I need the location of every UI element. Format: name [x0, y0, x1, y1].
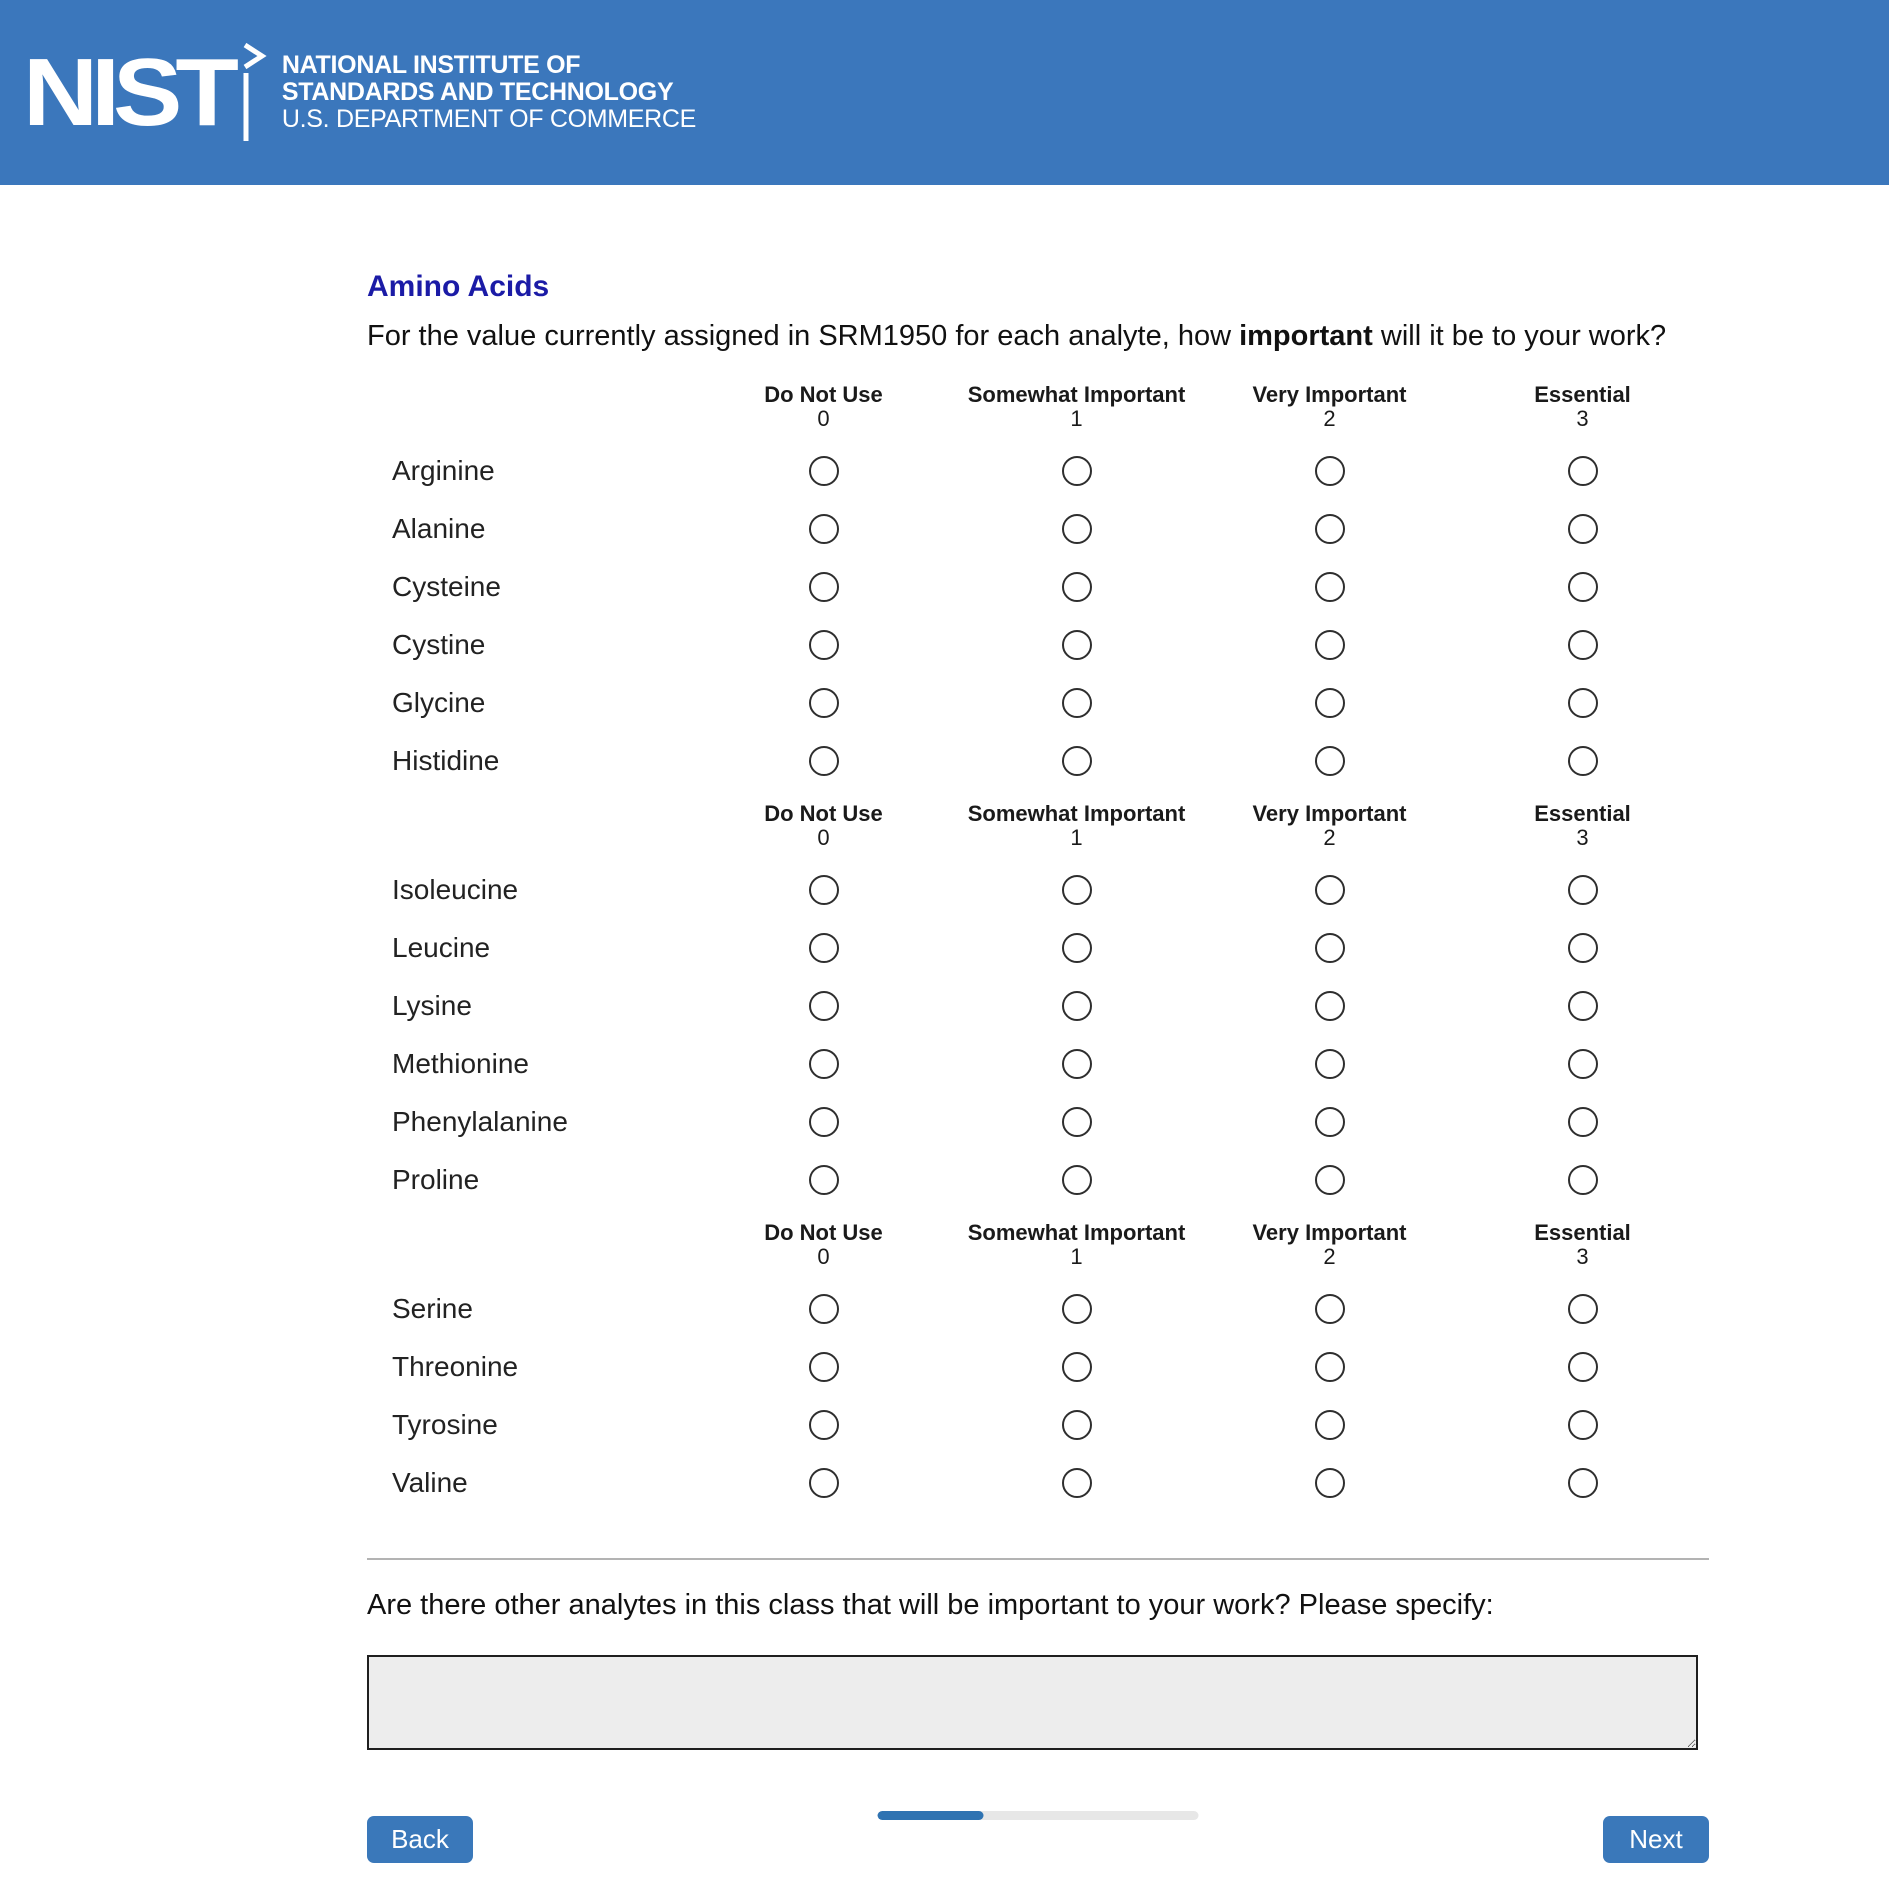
scale-option-value: 3	[1576, 406, 1589, 431]
org-name-line3: U.S. DEPARTMENT OF COMMERCE	[281, 105, 697, 133]
radio-phenylalanine-3[interactable]	[1568, 1107, 1598, 1137]
radio-cell	[1456, 1410, 1709, 1440]
radio-cell	[1203, 933, 1456, 963]
analyte-label: Cysteine	[392, 571, 501, 602]
nist-wordmark: NIST	[23, 39, 232, 146]
section-divider	[367, 1558, 1709, 1560]
analyte-label: Alanine	[392, 513, 486, 544]
radio-alanine-3[interactable]	[1568, 514, 1598, 544]
radio-cysteine-2[interactable]	[1315, 572, 1345, 602]
radio-cell	[950, 688, 1203, 718]
radio-methionine-0[interactable]	[809, 1049, 839, 1079]
scale-option-label: Do Not Use	[764, 801, 883, 826]
radio-tyrosine-2[interactable]	[1315, 1410, 1345, 1440]
scale-option-value: 2	[1323, 1244, 1336, 1269]
analyte-row	[367, 1338, 1709, 1396]
radio-cell	[1456, 1049, 1709, 1079]
radio-glycine-2[interactable]	[1315, 688, 1345, 718]
analyte-row	[367, 732, 1709, 790]
radio-cell	[697, 630, 950, 660]
radio-isoleucine-1[interactable]	[1062, 875, 1092, 905]
analyte-label: Threonine	[392, 1351, 519, 1382]
analyte-row	[367, 977, 1709, 1035]
radio-cystine-2[interactable]	[1315, 630, 1345, 660]
radio-threonine-3[interactable]	[1568, 1352, 1598, 1382]
radio-cell	[1456, 572, 1709, 602]
radio-lysine-0[interactable]	[809, 991, 839, 1021]
radio-cell	[950, 1352, 1203, 1382]
analyte-row	[367, 861, 1709, 919]
scale-header-row	[367, 802, 1709, 850]
footer-bar	[367, 1811, 1709, 1863]
radio-cysteine-0[interactable]	[809, 572, 839, 602]
radio-histidine-1[interactable]	[1062, 746, 1092, 776]
radio-cell	[697, 1294, 950, 1324]
radio-histidine-0[interactable]	[809, 746, 839, 776]
radio-alanine-2[interactable]	[1315, 514, 1345, 544]
scale-option-value: 1	[1070, 1244, 1083, 1269]
radio-arginine-3[interactable]	[1568, 456, 1598, 486]
scale-option-header	[697, 1221, 950, 1269]
radio-valine-3[interactable]	[1568, 1468, 1598, 1498]
analyte-label: Glycine	[392, 687, 486, 718]
next-button[interactable]: Next	[1603, 1816, 1709, 1863]
radio-lysine-2[interactable]	[1315, 991, 1345, 1021]
radio-cell	[1203, 746, 1456, 776]
radio-cell	[950, 991, 1203, 1021]
radio-valine-0[interactable]	[809, 1468, 839, 1498]
radio-leucine-0[interactable]	[809, 933, 839, 963]
scale-option-value: 0	[817, 406, 830, 431]
scale-option-label: Very Important	[1252, 801, 1407, 826]
radio-phenylalanine-1[interactable]	[1062, 1107, 1092, 1137]
radio-cell	[1456, 1468, 1709, 1498]
radio-methionine-2[interactable]	[1315, 1049, 1345, 1079]
question-suffix: will it be to your work?	[1372, 320, 1667, 352]
radio-threonine-0[interactable]	[809, 1352, 839, 1382]
analyte-label: Lysine	[392, 990, 472, 1021]
radio-cell	[1456, 514, 1709, 544]
radio-cystine-0[interactable]	[809, 630, 839, 660]
radio-isoleucine-0[interactable]	[809, 875, 839, 905]
analyte-row	[367, 1454, 1709, 1512]
scale-option-header	[1456, 802, 1709, 850]
radio-proline-2[interactable]	[1315, 1165, 1345, 1195]
scale-option-value: 2	[1323, 825, 1336, 850]
scale-option-label: Essential	[1534, 1220, 1631, 1245]
radio-cell	[950, 1165, 1203, 1195]
scale-option-value: 3	[1576, 825, 1589, 850]
scale-option-header	[1456, 383, 1709, 431]
radio-cell	[1456, 1107, 1709, 1137]
analyte-label: Tyrosine	[392, 1409, 498, 1440]
radio-glycine-0[interactable]	[809, 688, 839, 718]
radio-arginine-1[interactable]	[1062, 456, 1092, 486]
scale-option-header	[950, 1221, 1203, 1269]
radio-histidine-2[interactable]	[1315, 746, 1345, 776]
radio-cell	[1203, 456, 1456, 486]
progress-fill	[878, 1811, 984, 1820]
scale-option-value: 0	[817, 1244, 830, 1269]
radio-arginine-2[interactable]	[1315, 456, 1345, 486]
question-prefix: For the value currently assigned in SRM1950 for each analyte, how	[367, 320, 1240, 352]
radio-cell	[950, 514, 1203, 544]
radio-cell	[1456, 746, 1709, 776]
radio-cell	[697, 1468, 950, 1498]
nist-bracket-icon	[242, 43, 268, 143]
analyte-label: Cystine	[392, 629, 486, 660]
scale-option-header	[1203, 802, 1456, 850]
other-analytes-textarea[interactable]	[367, 1655, 1698, 1750]
radio-isoleucine-3[interactable]	[1568, 875, 1598, 905]
analyte-row	[367, 674, 1709, 732]
scale-option-label: Somewhat Important	[967, 382, 1186, 407]
radio-serine-2[interactable]	[1315, 1294, 1345, 1324]
radio-proline-0[interactable]	[809, 1165, 839, 1195]
radio-cell	[1203, 1468, 1456, 1498]
radio-cell	[697, 991, 950, 1021]
radio-tyrosine-3[interactable]	[1568, 1410, 1598, 1440]
radio-leucine-2[interactable]	[1315, 933, 1345, 963]
radio-cell	[1203, 1107, 1456, 1137]
radio-phenylalanine-0[interactable]	[809, 1107, 839, 1137]
scale-option-label: Somewhat Important	[967, 1220, 1186, 1245]
analyte-row	[367, 919, 1709, 977]
radio-leucine-1[interactable]	[1062, 933, 1092, 963]
radio-threonine-2[interactable]	[1315, 1352, 1345, 1382]
radio-alanine-1[interactable]	[1062, 514, 1092, 544]
scale-option-header	[1456, 1221, 1709, 1269]
analyte-row	[367, 1396, 1709, 1454]
radio-methionine-1[interactable]	[1062, 1049, 1092, 1079]
radio-cell	[697, 1410, 950, 1440]
radio-cysteine-1[interactable]	[1062, 572, 1092, 602]
radio-proline-3[interactable]	[1568, 1165, 1598, 1195]
analyte-row	[367, 1093, 1709, 1151]
scale-option-label: Do Not Use	[764, 1220, 883, 1245]
radio-cell	[950, 1107, 1203, 1137]
radio-cell	[950, 1294, 1203, 1324]
scale-header-row	[367, 1221, 1709, 1269]
radio-cell	[950, 746, 1203, 776]
radio-cell	[1456, 991, 1709, 1021]
radio-alanine-0[interactable]	[809, 514, 839, 544]
scale-option-value: 1	[1070, 825, 1083, 850]
scale-option-header	[950, 802, 1203, 850]
radio-cell	[697, 1049, 950, 1079]
radio-cell	[1203, 572, 1456, 602]
rating-matrix	[367, 383, 1709, 1512]
radio-serine-0[interactable]	[809, 1294, 839, 1324]
radio-tyrosine-0[interactable]	[809, 1410, 839, 1440]
scale-option-label: Somewhat Important	[967, 801, 1186, 826]
analyte-label: Phenylalanine	[392, 1106, 568, 1137]
radio-isoleucine-2[interactable]	[1315, 875, 1345, 905]
radio-lysine-3[interactable]	[1568, 991, 1598, 1021]
radio-cell	[1456, 456, 1709, 486]
radio-cell	[1203, 875, 1456, 905]
radio-cell	[697, 1107, 950, 1137]
radio-cell	[1203, 1294, 1456, 1324]
radio-methionine-3[interactable]	[1568, 1049, 1598, 1079]
org-name-line1: NATIONAL INSTITUTE OF	[281, 51, 581, 79]
analyte-label: Arginine	[392, 455, 495, 486]
radio-cystine-3[interactable]	[1568, 630, 1598, 660]
nist-logo	[23, 39, 697, 146]
radio-cell	[1203, 1410, 1456, 1440]
radio-valine-2[interactable]	[1315, 1468, 1345, 1498]
radio-cell	[697, 1165, 950, 1195]
radio-histidine-3[interactable]	[1568, 746, 1598, 776]
scale-option-value: 1	[1070, 406, 1083, 431]
radio-cell	[1456, 1352, 1709, 1382]
radio-cell	[1456, 688, 1709, 718]
radio-cell	[950, 875, 1203, 905]
radio-cell	[950, 1049, 1203, 1079]
analyte-row	[367, 1151, 1709, 1209]
scale-option-value: 0	[817, 825, 830, 850]
radio-cell	[1456, 630, 1709, 660]
radio-cell	[697, 1352, 950, 1382]
analyte-label: Methionine	[392, 1048, 529, 1079]
back-button[interactable]: Back	[367, 1816, 473, 1863]
radio-cell	[1203, 630, 1456, 660]
scale-option-header	[1203, 383, 1456, 431]
scale-option-value: 2	[1323, 406, 1336, 431]
scale-option-header	[697, 383, 950, 431]
radio-cell	[1456, 875, 1709, 905]
analyte-row	[367, 442, 1709, 500]
survey-question	[367, 319, 1709, 353]
radio-glycine-1[interactable]	[1062, 688, 1092, 718]
analyte-label: Proline	[392, 1164, 480, 1195]
radio-cell	[1456, 1165, 1709, 1195]
radio-cell	[950, 572, 1203, 602]
radio-cell	[1203, 991, 1456, 1021]
radio-cell	[950, 933, 1203, 963]
radio-cysteine-3[interactable]	[1568, 572, 1598, 602]
radio-cell	[1203, 1352, 1456, 1382]
analyte-label: Valine	[392, 1467, 468, 1498]
radio-cell	[697, 456, 950, 486]
scale-option-label: Very Important	[1252, 1220, 1407, 1245]
radio-lysine-1[interactable]	[1062, 991, 1092, 1021]
analyte-label: Histidine	[392, 745, 500, 776]
radio-cell	[950, 456, 1203, 486]
org-text	[282, 52, 696, 133]
analyte-label: Leucine	[392, 932, 491, 963]
radio-valine-1[interactable]	[1062, 1468, 1092, 1498]
radio-cell	[950, 1410, 1203, 1440]
question-bold-word: important	[1239, 320, 1373, 352]
nist-header	[0, 0, 1889, 185]
scale-option-header	[697, 802, 950, 850]
progress-bar	[878, 1811, 1199, 1820]
radio-leucine-3[interactable]	[1568, 933, 1598, 963]
radio-threonine-1[interactable]	[1062, 1352, 1092, 1382]
analyte-row	[367, 558, 1709, 616]
radio-serine-3[interactable]	[1568, 1294, 1598, 1324]
analyte-label: Serine	[392, 1293, 473, 1324]
analyte-row	[367, 500, 1709, 558]
radio-cell	[697, 688, 950, 718]
radio-cell	[1203, 688, 1456, 718]
radio-proline-1[interactable]	[1062, 1165, 1092, 1195]
page-title: Amino Acids	[367, 270, 550, 303]
analyte-row	[367, 1035, 1709, 1093]
radio-cell	[697, 933, 950, 963]
radio-cell	[950, 630, 1203, 660]
radio-cell	[1456, 933, 1709, 963]
radio-cell	[950, 1468, 1203, 1498]
scale-option-label: Essential	[1534, 801, 1631, 826]
survey-page	[367, 272, 1709, 1863]
scale-header-row	[367, 383, 1709, 431]
radio-cell	[697, 875, 950, 905]
radio-arginine-0[interactable]	[809, 456, 839, 486]
scale-option-label: Do Not Use	[764, 382, 883, 407]
scale-option-label: Very Important	[1252, 382, 1407, 407]
scale-option-header	[1203, 1221, 1456, 1269]
radio-cell	[1456, 1294, 1709, 1324]
analyte-row	[367, 616, 1709, 674]
org-name-line2: STANDARDS AND TECHNOLOGY	[281, 78, 674, 106]
radio-tyrosine-1[interactable]	[1062, 1410, 1092, 1440]
scale-option-label: Essential	[1534, 382, 1631, 407]
scale-option-header	[950, 383, 1203, 431]
radio-cell	[697, 746, 950, 776]
analyte-row	[367, 1280, 1709, 1338]
radio-cell	[697, 572, 950, 602]
radio-glycine-3[interactable]	[1568, 688, 1598, 718]
other-analytes-question: Are there other analytes in this class that will be important to your work? Please specify:	[367, 1589, 1494, 1621]
radio-phenylalanine-2[interactable]	[1315, 1107, 1345, 1137]
scale-option-value: 3	[1576, 1244, 1589, 1269]
radio-serine-1[interactable]	[1062, 1294, 1092, 1324]
radio-cystine-1[interactable]	[1062, 630, 1092, 660]
radio-cell	[1203, 1165, 1456, 1195]
radio-cell	[1203, 1049, 1456, 1079]
radio-cell	[697, 514, 950, 544]
radio-cell	[1203, 514, 1456, 544]
analyte-label: Isoleucine	[392, 874, 519, 905]
